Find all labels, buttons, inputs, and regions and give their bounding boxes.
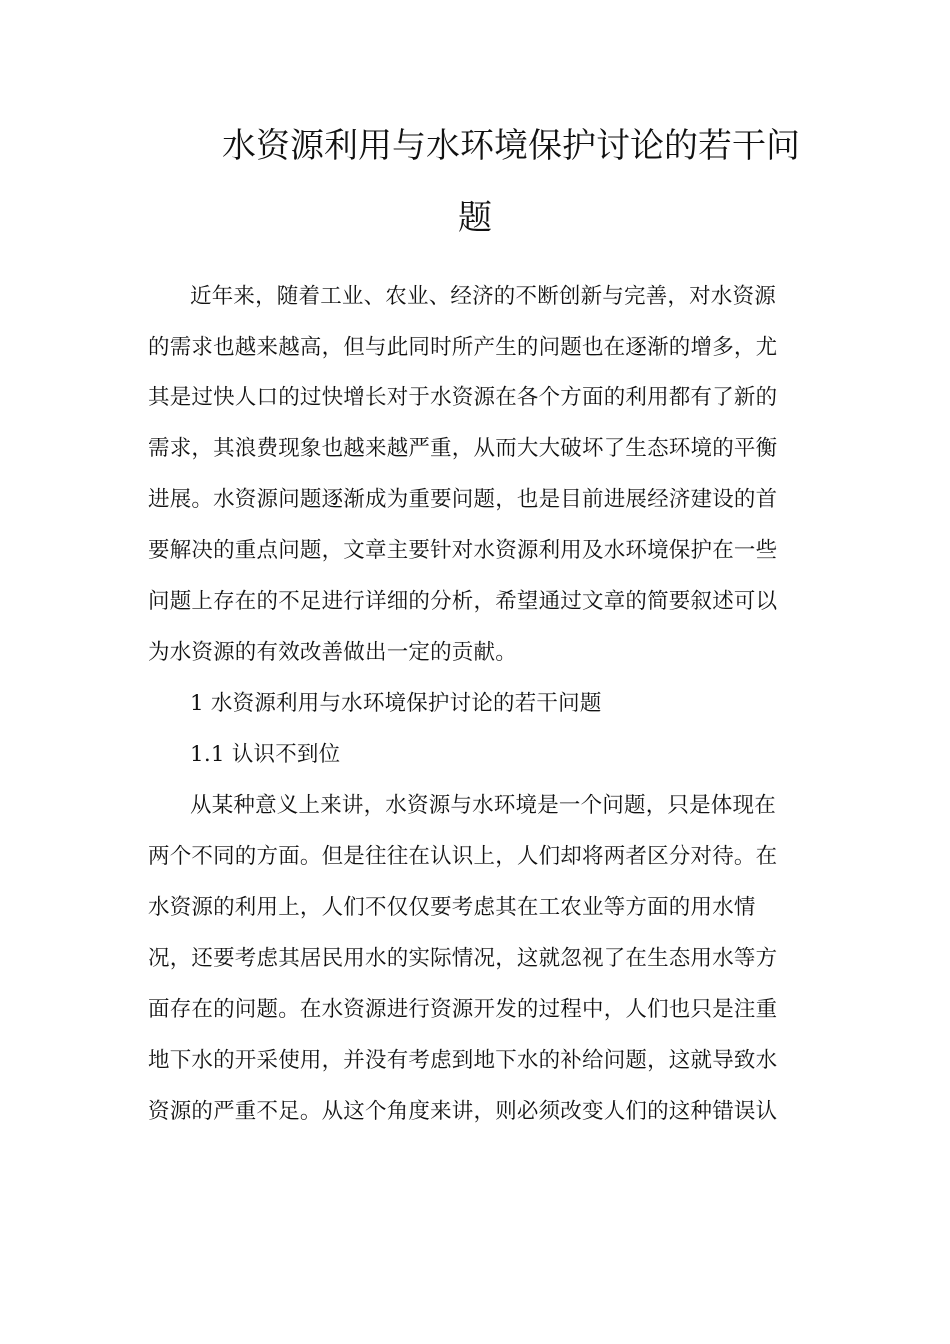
document-title-line-1: 水资源利用与水环境保护讨论的若干问 bbox=[222, 126, 800, 166]
paragraph-2-line-3: 水资源的利用上，人们不仅仅要考虑其在工农业等方面的用水情 bbox=[148, 895, 756, 920]
paragraph-2-line-4: 况，还要考虑其居民用水的实际情况，这就忽视了在生态用水等方 bbox=[148, 946, 778, 971]
paragraph-2-line-5: 面存在的问题。在水资源进行资源开发的过程中，人们也只是注重 bbox=[148, 997, 778, 1022]
section-1-1-heading: 1.1 认识不到位 bbox=[190, 742, 341, 767]
paragraph-2-line-6: 地下水的开采使用，并没有考虑到地下水的补给问题，这就导致水 bbox=[148, 1048, 778, 1073]
paragraph-1-line-5: 进展。水资源问题逐渐成为重要问题，也是目前进展经济建设的首 bbox=[148, 487, 778, 512]
paragraph-1-line-4: 需求，其浪费现象也越来越严重，从而大大破坏了生态环境的平衡 bbox=[148, 436, 778, 461]
paragraph-1-line-7: 问题上存在的不足进行详细的分析，希望通过文章的简要叙述可以 bbox=[148, 589, 778, 614]
paragraph-1-line-3: 其是过快人口的过快增长对于水资源在各个方面的利用都有了新的 bbox=[148, 385, 778, 410]
section-1-heading: 1 水资源利用与水环境保护讨论的若干问题 bbox=[190, 691, 602, 716]
paragraph-2-line-2: 两个不同的方面。但是往往在认识上，人们却将两者区分对待。在 bbox=[148, 844, 778, 869]
paragraph-1-line-1: 近年来，随着工业、农业、经济的不断创新与完善，对水资源 bbox=[190, 284, 776, 309]
paragraph-2-line-1: 从某种意义上来讲，水资源与水环境是一个问题，只是体现在 bbox=[190, 793, 776, 818]
paragraph-1-line-8: 为水资源的有效改善做出一定的贡献。 bbox=[148, 640, 517, 665]
paragraph-1-line-6: 要解决的重点问题，文章主要针对水资源利用及水环境保护在一些 bbox=[148, 538, 778, 563]
document-title-line-2: 题 bbox=[458, 198, 492, 238]
paragraph-2-line-7: 资源的严重不足。从这个角度来讲，则必须改变人们的这种错误认 bbox=[148, 1099, 778, 1124]
paragraph-1-line-2: 的需求也越来越高，但与此同时所产生的问题也在逐渐的增多，尤 bbox=[148, 335, 778, 360]
